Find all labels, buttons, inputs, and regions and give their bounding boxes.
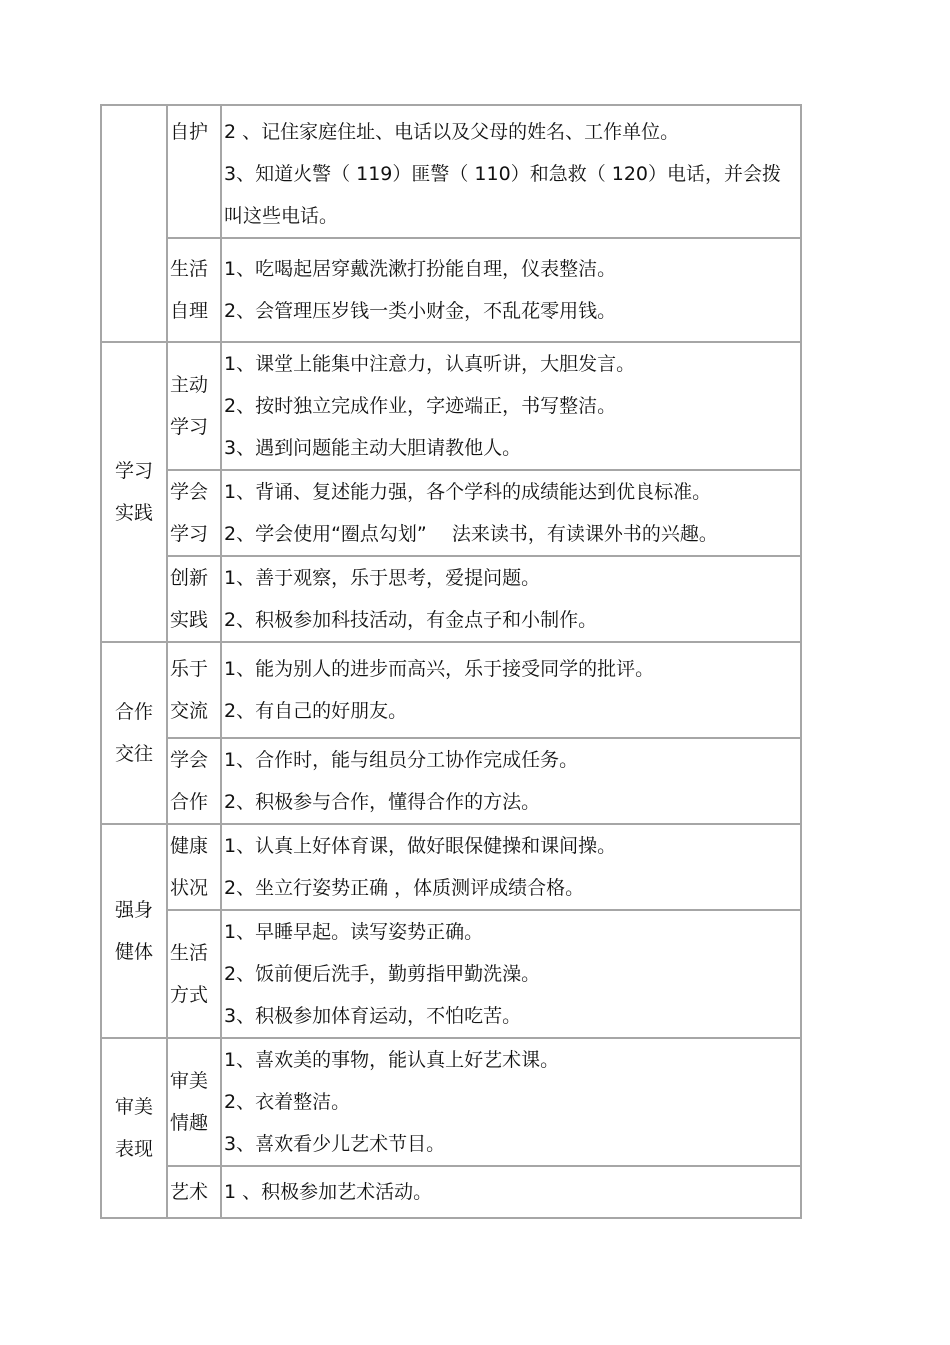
subcategory-cell [167,342,221,470]
list-item: 2、饭前便后洗手，勤剪指甲勤洗澡。 [224,963,541,985]
category-label: 交往 [114,743,153,765]
subcategory-label: 乐于 [170,658,209,680]
table-row [101,1166,801,1218]
subcategory-cell [167,642,221,738]
items-cell [221,238,801,342]
items-cell [221,105,801,238]
list-item: 1、课堂上能集中注意力，认真听讲，大胆发言。 [224,353,636,375]
list-item: 1、认真上好体育课，做好眼保健操和课间操。 [224,835,617,857]
subcategory-cell [167,1166,221,1218]
subcategory-cell [167,824,221,910]
list-item: 2、积极参加科技活动，有金点子和小制作。 [224,609,598,631]
list-item: 2 、记住家庭住址、电话以及父母的姓名、工作单位。 [224,121,680,143]
subcategory-label: 方式 [170,984,209,1006]
category-label: 合作 [114,701,153,723]
subcategory-cell [167,910,221,1038]
subcategory-label: 健康 [170,835,209,857]
category-label: 实践 [114,502,153,524]
category-label: 健体 [114,941,153,963]
category-label: 审美 [114,1096,153,1118]
table-row [101,342,801,470]
table-row [101,910,801,1038]
list-item: 3、积极参加体育运动，不怕吃苦。 [224,1005,522,1027]
items-cell [221,642,801,738]
subcategory-cell [167,1038,221,1166]
items-cell [221,1038,801,1166]
items-cell [221,342,801,470]
category-label: 强身 [114,899,153,921]
list-item: 3、知道火警（ 119）匪警（ 110）和急救（ 120）电话，并会拨叫这些电话。 [224,163,782,227]
category-cell-blank [101,105,167,342]
subcategory-label: 自理 [170,300,209,322]
category-cell [101,342,167,642]
items-cell [221,910,801,1038]
category-cell [101,642,167,824]
subcategory-label: 学会 [170,749,209,771]
subcategory-cell [167,556,221,642]
category-cell [101,1038,167,1218]
list-item: 1、善于观察，乐于思考，爱提问题。 [224,567,541,589]
subcategory-label: 自护 [170,121,209,143]
list-item: 2、学会使用“圈点勾划” 法来读书，有读课外书的兴趣。 [224,523,718,545]
items-cell [221,556,801,642]
table-row [101,556,801,642]
table-row [101,642,801,738]
subcategory-label: 生活 [170,942,209,964]
items-cell [221,738,801,824]
subcategory-label: 状况 [170,877,209,899]
subcategory-label: 主动 [170,374,209,396]
evaluation-table [100,104,802,1219]
items-cell [221,824,801,910]
list-item: 2、有自己的好朋友。 [224,700,408,722]
subcategory-cell [167,105,221,238]
table-row [101,1038,801,1166]
list-item: 1、吃喝起居穿戴洗漱打扮能自理，仪表整洁。 [224,258,617,280]
list-item: 1 、积极参加艺术活动。 [224,1181,433,1203]
items-cell [221,1166,801,1218]
list-item: 3、遇到问题能主动大胆请教他人。 [224,437,522,459]
list-item: 1、喜欢美的事物，能认真上好艺术课。 [224,1049,560,1071]
list-item: 2、坐立行姿势正确 ，体质测评成绩合格。 [224,877,585,899]
category-label: 表现 [114,1138,153,1160]
subcategory-cell [167,738,221,824]
list-item: 1、背诵、复述能力强，各个学科的成绩能达到优良标准。 [224,481,712,503]
list-item: 1、早睡早起。读写姿势正确。 [224,921,484,943]
subcategory-label: 交流 [170,700,209,722]
subcategory-label: 学会 [170,481,209,503]
table-row [101,470,801,556]
table-row [101,738,801,824]
subcategory-label: 实践 [170,609,209,631]
list-item: 2、衣着整洁。 [224,1091,351,1113]
subcategory-label: 情趣 [170,1112,209,1134]
category-cell [101,824,167,1038]
subcategory-label: 学习 [170,416,209,438]
table-body [101,105,801,1218]
list-item: 2、按时独立完成作业，字迹端正，书写整洁。 [224,395,617,417]
table-row [101,105,801,238]
items-cell [221,470,801,556]
table-row [101,824,801,910]
category-label: 学习 [114,460,153,482]
subcategory-label: 创新 [170,567,209,589]
subcategory-label: 审美 [170,1070,209,1092]
list-item: 3、喜欢看少儿艺术节目。 [224,1133,446,1155]
subcategory-label: 合作 [170,791,209,813]
subcategory-label: 生活 [170,258,209,280]
list-item: 2、会管理压岁钱一类小财金，不乱花零用钱。 [224,300,617,322]
subcategory-label: 艺术 [170,1181,209,1203]
list-item: 1、能为别人的进步而高兴，乐于接受同学的批评。 [224,658,655,680]
subcategory-label: 学习 [170,523,209,545]
list-item: 2、积极参与合作，懂得合作的方法。 [224,791,541,813]
subcategory-cell [167,470,221,556]
subcategory-cell [167,238,221,342]
list-item: 1、合作时，能与组员分工协作完成任务。 [224,749,579,771]
table-row [101,238,801,342]
